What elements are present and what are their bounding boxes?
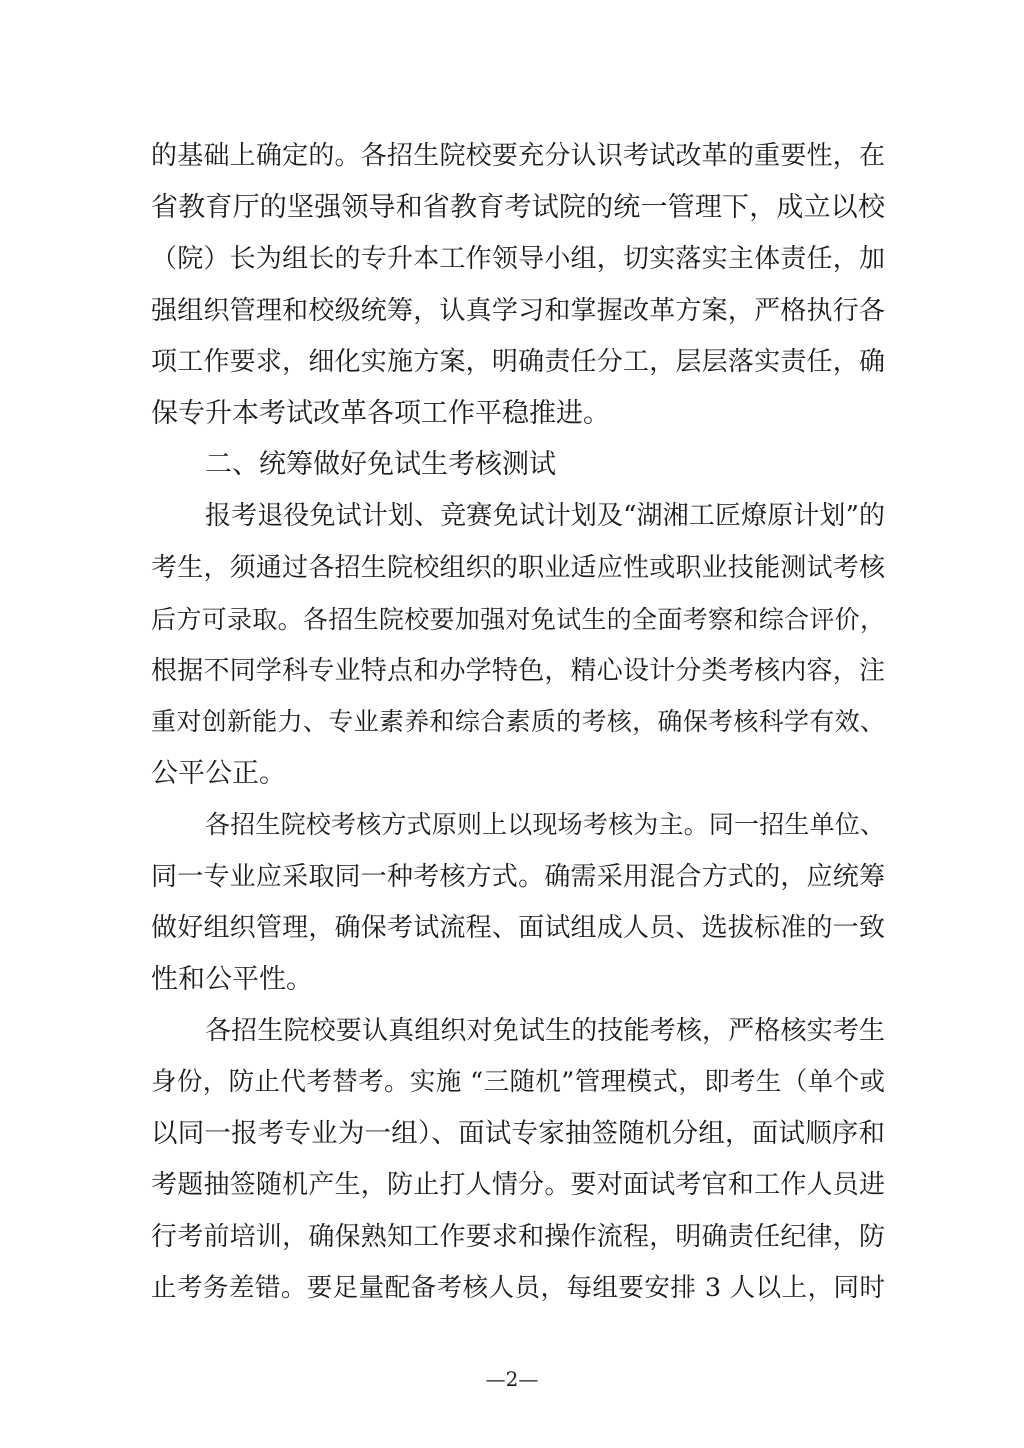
text-line: 公平公正。 [151,758,286,789]
text-line: 强组织管理和校级统筹，认真学习和掌握改革方案，严格执行各 [151,296,885,326]
text-line: 的基础上确定的。各招生院校要充分认识考试改革的重要性，在 [151,141,885,171]
text-line: 身份，防止代考替考。实施 “三随机”管理模式，即考生（单个或 [151,1067,885,1097]
text-line: 同一专业应采取同一种考核方式。确需采用混合方式的，应统筹 [151,862,885,892]
text-line: 行考前培训，确保熟知工作要求和操作流程，明确责任纪律，防 [151,1222,885,1252]
text-line: 性和公平性。 [151,964,313,995]
text-line: 止考务差错。要足量配备考核人员，每组要安排 3 人以上，同时 [151,1273,885,1303]
text-line: 各招生院校考核方式原则上以现场考核为主。同一招生单位、 [205,810,885,839]
text-line: 项工作要求，细化实施方案，明确责任分工，层层落实责任，确 [151,347,885,377]
text-line: 做好组织管理，确保考试流程、面试组成人员、选拔标准的一致 [151,913,885,943]
text-line: 根据不同学科专业特点和办学特色，精心设计分类考核内容，注 [151,656,885,686]
text-line: 考生，须通过各招生院校组织的职业适应性或职业技能测试考核 [151,553,885,583]
text-line: （院）长为组长的专升本工作领导小组，切实落实主体责任，加 [151,244,885,274]
text-line: 后方可录取。各招生院校要加强对免试生的全面考察和综合评价， [151,605,885,634]
text-line: 省教育厅的坚强领导和省教育考试院的统一管理下，成立以校 [151,192,885,223]
text-line: 保专升本考试改革各项工作平稳推进。 [151,398,610,429]
page-number: —2— [485,1367,539,1391]
text-line: 报考退役免试计划、竞赛免试计划及“湖湘工匠燎原计划”的 [205,501,885,531]
section-heading: 二、统筹做好免试生考核测试 [205,449,556,480]
text-line: 考题抽签随机产生，防止打人情分。要对面试考官和工作人员进 [151,1170,885,1200]
text-line: 重对创新能力、专业素养和综合素质的考核，确保考核科学有效、 [151,707,885,736]
text-line: 以同一报考专业为一组）、面试专家抽签随机分组，面试顺序和 [151,1118,885,1149]
text-line: 各招生院校要认真组织对免试生的技能考核，严格核实考生 [205,1016,885,1046]
